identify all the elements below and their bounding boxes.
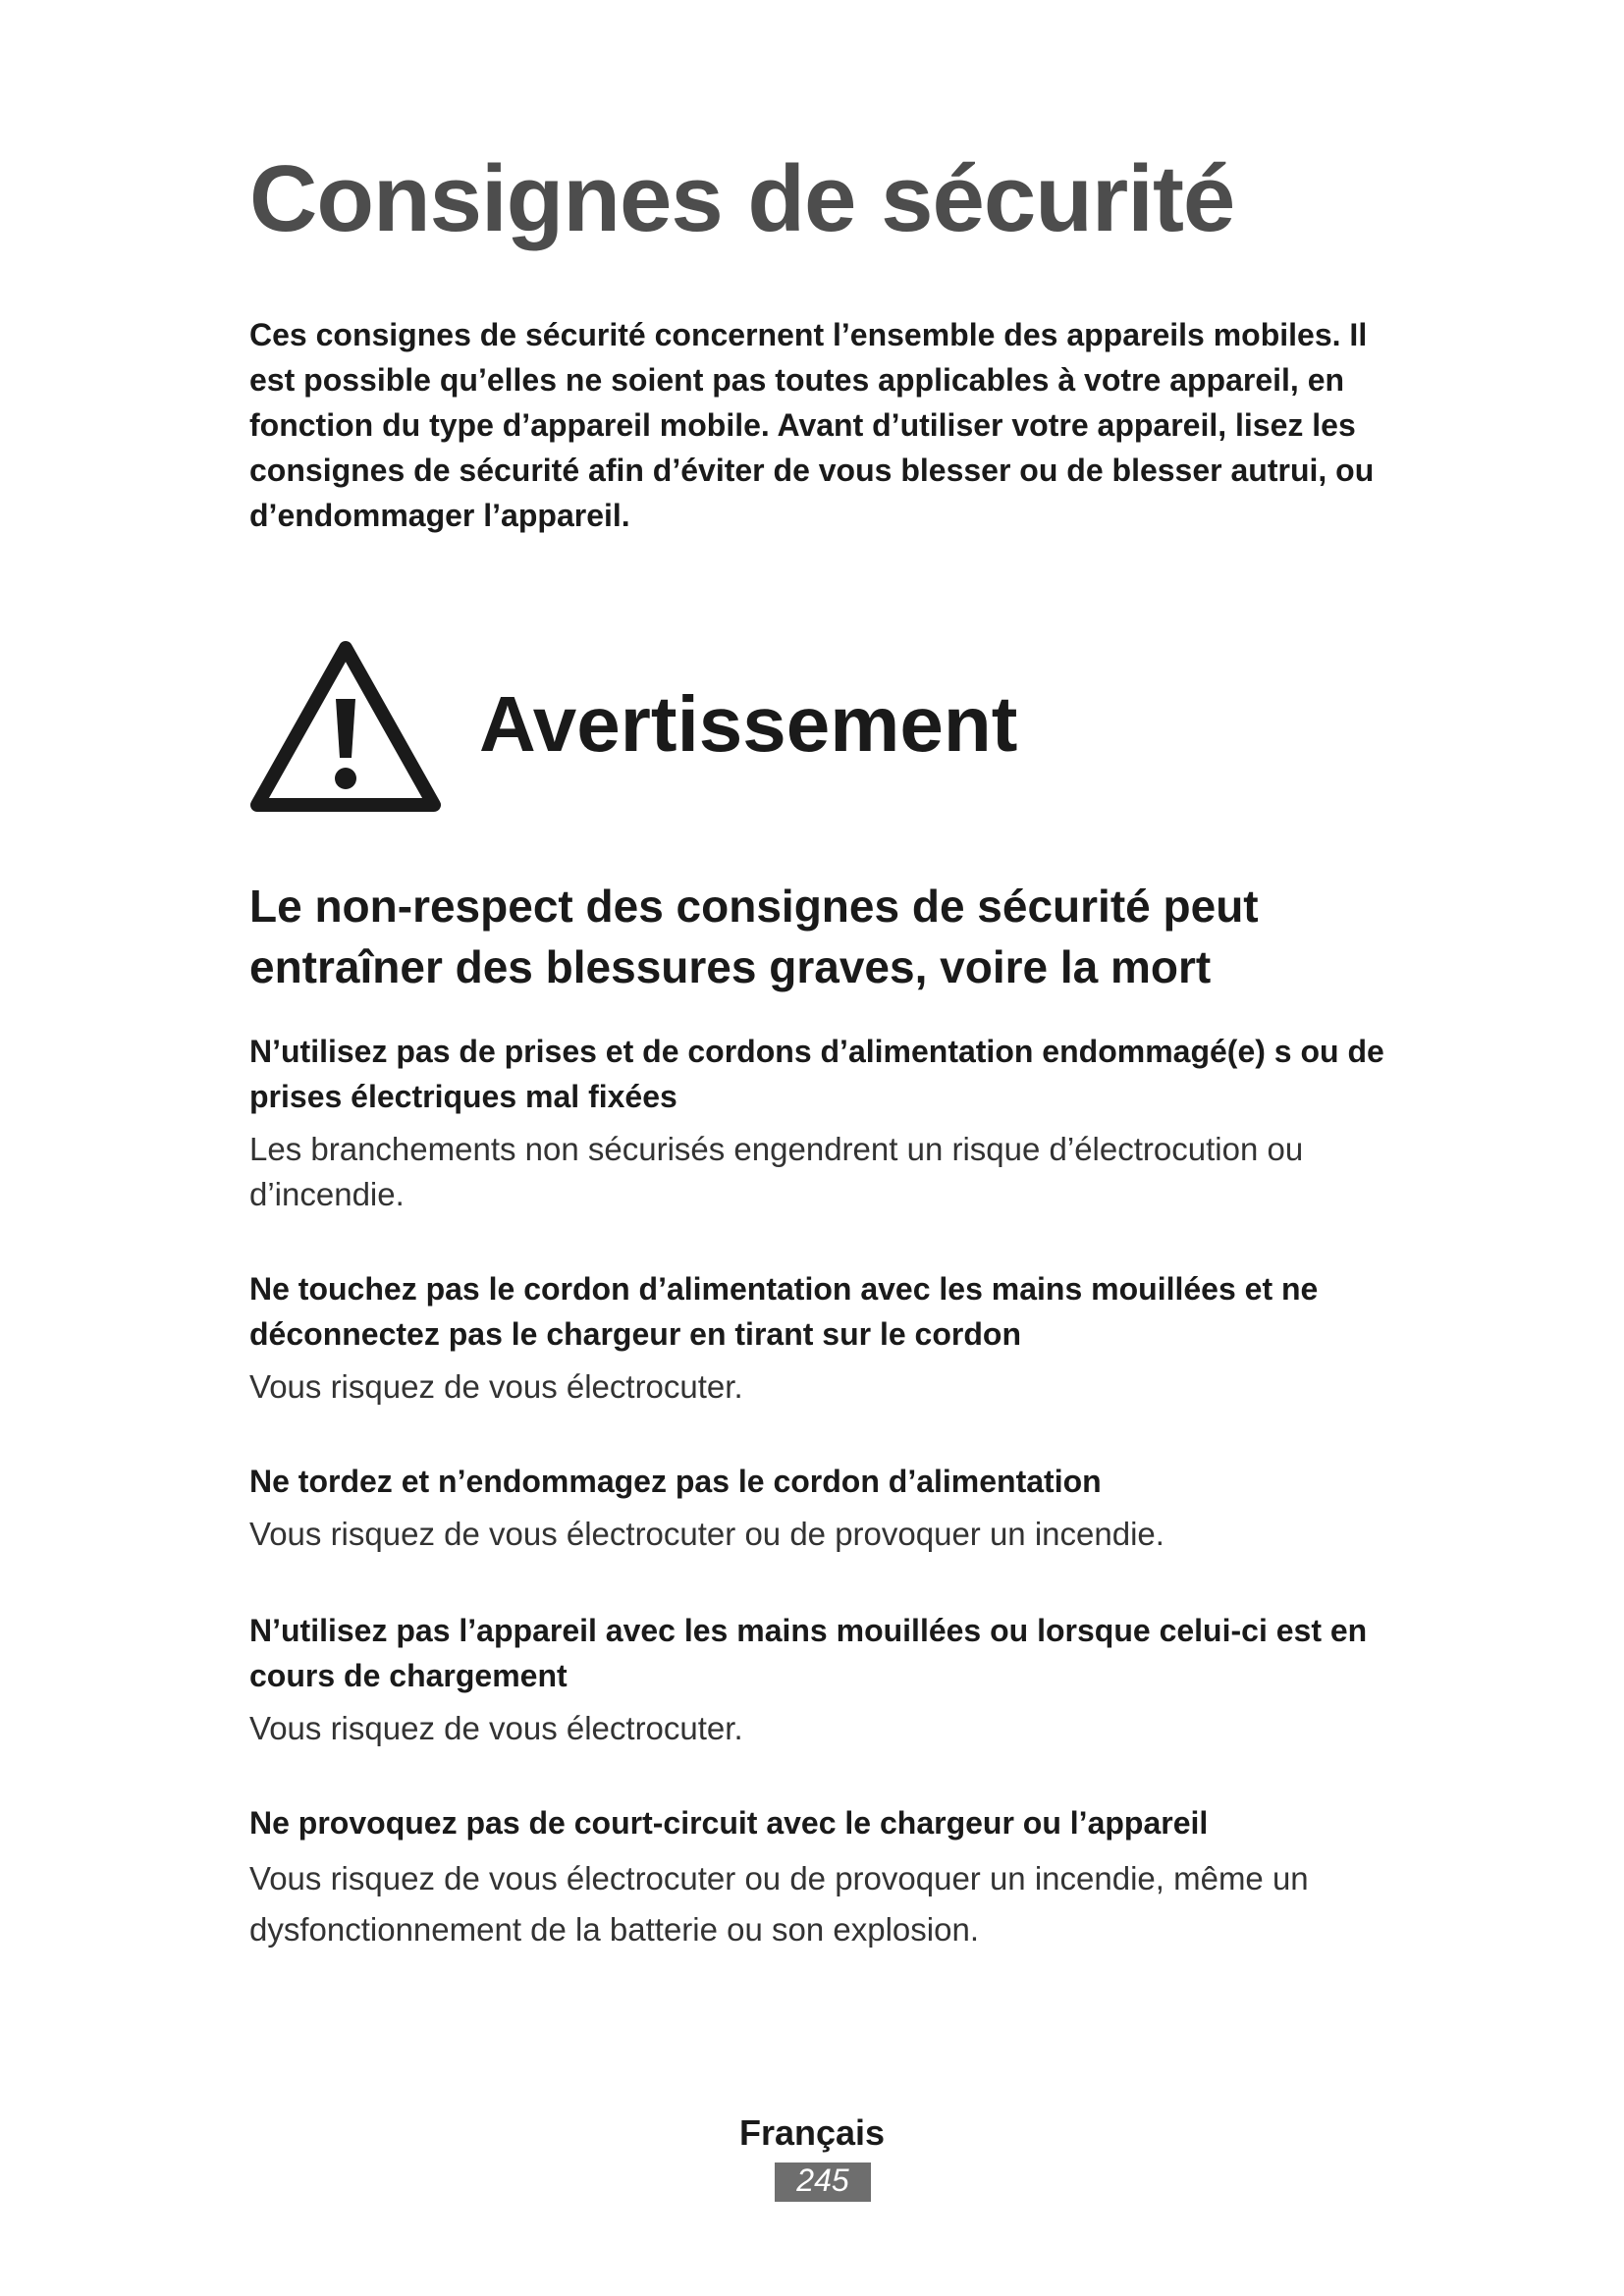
safety-section <box>249 1608 1398 1751</box>
section-body: Vous risquez de vous électrocuter. <box>249 1368 743 1405</box>
warning-block <box>249 638 1398 825</box>
section-body: Les branchements non sécurisés engendrent un risque d’électrocution ou d’incendie. <box>249 1131 1304 1212</box>
warning-heading: Avertissement <box>479 680 1018 768</box>
intro-paragraph: Ces consignes de sécurité concernent l’ensemble des appareils mobiles. Il est possible qu’elles ne soient pas toutes applicables à votre appareil, en fonction du type d’appareil mobile. Avant d’utiliser votre appareil, lisez les consignes de sécurité afin d’éviter de vous blesser ou de blesser autrui, ou d’endommager l’appareil. <box>249 317 1375 533</box>
section-body: Vous risquez de vous électrocuter ou de provoquer un incendie. <box>249 1516 1164 1552</box>
warning-triangle-icon <box>249 638 442 815</box>
section-heading: N’utilisez pas l’appareil avec les mains mouillées ou lorsque celui-ci est en cours de chargement <box>249 1613 1368 1693</box>
section-body: Vous risquez de vous électrocuter ou de provoquer un incendie, même un dysfonctionnement de la batterie ou son explosion. <box>249 1860 1309 1948</box>
footer-language: Français <box>738 2112 886 2153</box>
section-heading: Ne touchez pas le cordon d’alimentation avec les mains mouillées et ne déconnectez pas le chargeur en tirant sur le cordon <box>249 1271 1319 1352</box>
section-body: Vous risquez de vous électrocuter. <box>249 1710 743 1746</box>
safety-section <box>249 1029 1398 1217</box>
safety-section <box>249 1800 1398 1955</box>
safety-section <box>249 1266 1398 1410</box>
section-heading: Ne tordez et n’endommagez pas le cordon d’alimentation <box>249 1464 1102 1499</box>
page-number-badge: 245 <box>775 2163 871 2202</box>
section-heading: Ne provoquez pas de court-circuit avec le chargeur ou l’appareil <box>249 1805 1209 1841</box>
safety-section <box>249 1459 1398 1557</box>
warning-subheading: Le non-respect des consignes de sécurité peut entraîner des blessures graves, voire la mort <box>249 881 1259 992</box>
section-heading: N’utilisez pas de prises et de cordons d’alimentation endommagé(e) s ou de prises électriques mal fixées <box>249 1034 1384 1114</box>
page-title: Consignes de sécurité <box>249 146 1235 251</box>
